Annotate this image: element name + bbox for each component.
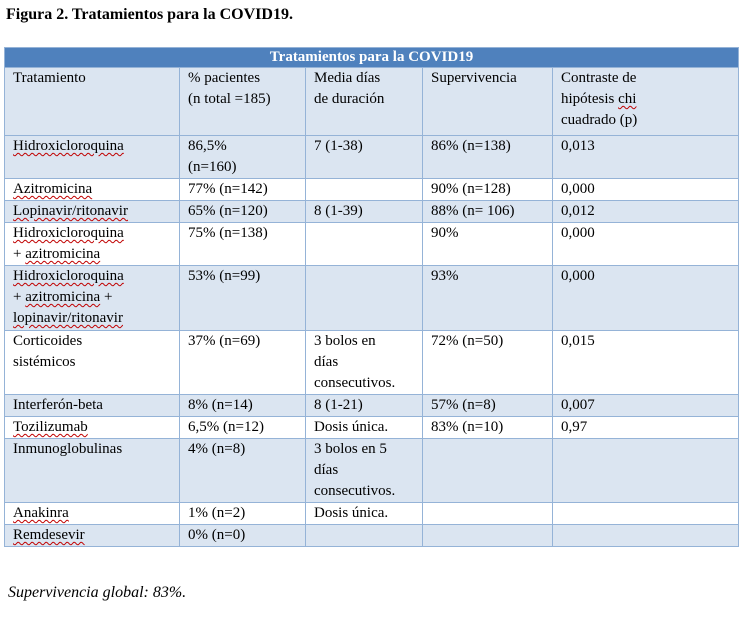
header-row <box>5 68 739 136</box>
cell-line: 93% <box>431 268 459 284</box>
cell-superv <box>423 266 553 331</box>
cell-name <box>5 439 180 503</box>
cell-line: días <box>314 354 339 370</box>
cell-pct <box>180 439 306 503</box>
table-row <box>5 525 739 547</box>
cell-superv <box>423 223 553 266</box>
cell-superv <box>423 201 553 223</box>
cell-pct <box>180 179 306 201</box>
cell-pct <box>180 266 306 331</box>
cell-line: 83% (n=10) <box>431 419 504 435</box>
cell-line: 72% (n=50) <box>431 333 504 349</box>
cell-pct <box>180 223 306 266</box>
cell-line: 53% (n=99) <box>188 268 261 284</box>
column-header-1 <box>180 68 306 136</box>
cell-line: lopinavir/ritonavir <box>13 310 123 326</box>
cell-name <box>5 417 180 439</box>
cell-line: 86,5% <box>188 138 227 154</box>
column-header-line: Media días <box>314 70 381 86</box>
cell-p: 0,007 <box>553 395 739 417</box>
cell-media <box>306 417 423 439</box>
cell-media <box>306 439 423 503</box>
column-header-3 <box>423 68 553 136</box>
cell-line: 88% (n= 106) <box>431 203 515 219</box>
cell-line: Hidroxicloroquina <box>13 138 124 154</box>
cell-line: Dosis única. <box>314 505 389 521</box>
cell-pct <box>180 331 306 395</box>
cell-superv <box>423 439 553 503</box>
cell-superv <box>423 395 553 417</box>
cell-line: 6,5% (n=12) <box>188 419 264 435</box>
cell-pct <box>180 503 306 525</box>
cell-p <box>553 525 739 547</box>
cell-pct <box>180 417 306 439</box>
column-header-line: % pacientes <box>188 70 261 86</box>
table-row <box>5 395 739 417</box>
cell-line: Corticoides <box>13 333 83 349</box>
cell-line: 3 bolos en 5 <box>314 441 387 457</box>
cell-p <box>553 439 739 503</box>
cell-p: 0,97 <box>553 417 739 439</box>
column-header-line: Supervivencia <box>431 70 517 86</box>
cell-line: 77% (n=142) <box>188 181 268 197</box>
table-row <box>5 266 739 331</box>
figure-title: Figura 2. Tratamientos para la COVID19. <box>6 6 293 23</box>
cell-p: 0,012 <box>553 201 739 223</box>
cell-line: días <box>314 462 339 478</box>
cell-superv <box>423 331 553 395</box>
column-header-line: (n total =185) <box>188 91 271 107</box>
cell-superv <box>423 179 553 201</box>
cell-line: Remdesevir <box>13 527 85 543</box>
treatments-table <box>4 47 739 547</box>
cell-p <box>553 503 739 525</box>
table-row <box>5 439 739 503</box>
cell-media <box>306 201 423 223</box>
cell-superv <box>423 417 553 439</box>
cell-line: 75% (n=138) <box>188 225 268 241</box>
cell-name <box>5 266 180 331</box>
cell-line: 57% (n=8) <box>431 397 496 413</box>
table-row <box>5 417 739 439</box>
column-header-line: Contraste de <box>561 70 637 86</box>
table-row <box>5 223 739 266</box>
column-header-line: Tratamiento <box>13 70 86 86</box>
cell-line: 86% (n=138) <box>431 138 511 154</box>
cell-line: + azitromicina <box>13 246 101 262</box>
cell-line: (n=160) <box>188 159 237 175</box>
column-header-0 <box>5 68 180 136</box>
cell-line: Anakinra <box>13 505 69 521</box>
cell-line: 90% (n=128) <box>431 181 511 197</box>
cell-line: 7 (1-38) <box>314 138 363 154</box>
cell-line: Azitromicina <box>13 181 93 197</box>
cell-line: Tozilizumab <box>13 419 88 435</box>
cell-media <box>306 331 423 395</box>
cell-line: Inmunoglobulinas <box>13 441 123 457</box>
column-header-line: de duración <box>314 91 385 107</box>
cell-media <box>306 266 423 331</box>
cell-line: consecutivos. <box>314 483 396 499</box>
cell-media <box>306 223 423 266</box>
cell-media <box>306 395 423 417</box>
cell-line: Hidroxicloroquina <box>13 225 124 241</box>
cell-line: + azitromicina + <box>13 289 113 305</box>
cell-name <box>5 179 180 201</box>
column-header-line: cuadrado (p) <box>561 112 638 128</box>
cell-name <box>5 201 180 223</box>
cell-line: Lopinavir/ritonavir <box>13 203 128 219</box>
cell-line: sistémicos <box>13 354 76 370</box>
cell-p: 0,000 <box>553 266 739 331</box>
cell-superv <box>423 525 553 547</box>
cell-pct <box>180 395 306 417</box>
cell-p: 0,013 <box>553 136 739 179</box>
cell-line: 8 (1-21) <box>314 397 363 413</box>
cell-superv <box>423 503 553 525</box>
column-header-line: hipótesis chi <box>561 91 637 107</box>
table-row <box>5 503 739 525</box>
cell-line: 0% (n=0) <box>188 527 246 543</box>
column-header-4 <box>553 68 739 136</box>
table-row <box>5 331 739 395</box>
cell-line: 90% <box>431 225 459 241</box>
cell-superv <box>423 136 553 179</box>
cell-line: 65% (n=120) <box>188 203 268 219</box>
cell-p: 0,000 <box>553 223 739 266</box>
footer-note: Supervivencia global: 83%. <box>8 584 187 601</box>
cell-media <box>306 525 423 547</box>
cell-line: 3 bolos en <box>314 333 376 349</box>
cell-p: 0,015 <box>553 331 739 395</box>
cell-media <box>306 503 423 525</box>
cell-name <box>5 503 180 525</box>
table-caption: Tratamientos para la COVID19 <box>5 48 739 68</box>
cell-line: consecutivos. <box>314 375 396 391</box>
table-row <box>5 179 739 201</box>
table-row <box>5 136 739 179</box>
cell-name <box>5 136 180 179</box>
cell-name <box>5 223 180 266</box>
cell-line: 8% (n=14) <box>188 397 253 413</box>
cell-line: Interferón-beta <box>13 397 103 413</box>
cell-line: 8 (1-39) <box>314 203 363 219</box>
cell-media <box>306 179 423 201</box>
cell-name <box>5 395 180 417</box>
cell-line: 1% (n=2) <box>188 505 246 521</box>
cell-pct <box>180 525 306 547</box>
cell-line: 37% (n=69) <box>188 333 261 349</box>
cell-p: 0,000 <box>553 179 739 201</box>
cell-pct <box>180 201 306 223</box>
cell-line: Dosis única. <box>314 419 389 435</box>
cell-line: 4% (n=8) <box>188 441 246 457</box>
table-row <box>5 201 739 223</box>
table-body <box>5 136 739 547</box>
cell-line: Hidroxicloroquina <box>13 268 124 284</box>
cell-pct <box>180 136 306 179</box>
cell-name <box>5 525 180 547</box>
column-header-2 <box>306 68 423 136</box>
cell-media <box>306 136 423 179</box>
cell-name <box>5 331 180 395</box>
